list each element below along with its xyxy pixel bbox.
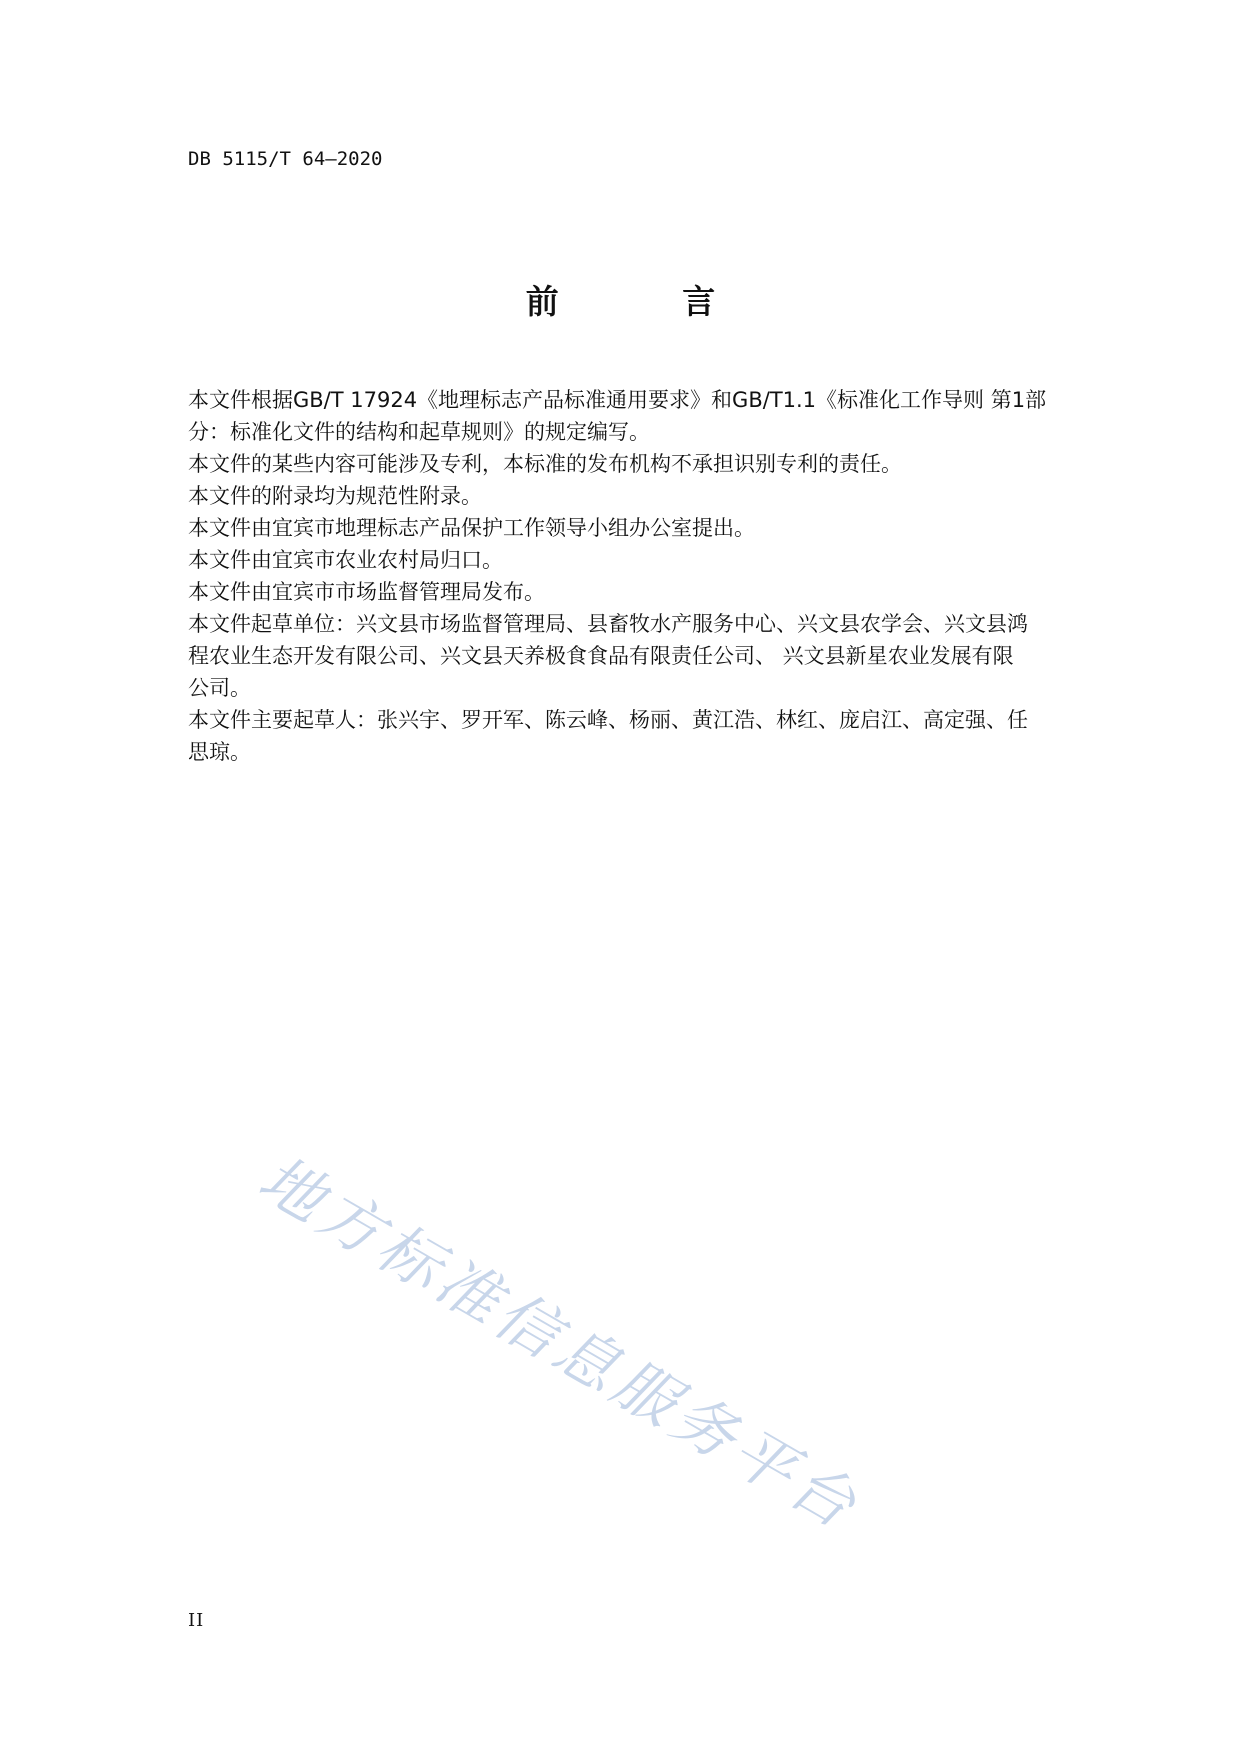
preface-line: 本文件主要起草人：张兴宇、罗开军、陈云峰、杨丽、黄江浩、林红、庞启江、高定强、任	[188, 708, 1028, 732]
preface-line: 分：标准化文件的结构和起草规则》的规定编写。	[188, 420, 650, 444]
watermark: 地方标准信息服务平台	[247, 1141, 873, 1545]
preface-line: 本文件起草单位：兴文县市场监督管理局、县畜牧水产服务中心、兴文县农学会、兴文县鸿	[188, 612, 1028, 636]
preface-line: 本文件的附录均为规范性附录。	[188, 484, 482, 508]
preface-line: 本文件根据GB/T 17924《地理标志产品标准通用要求》和GB/T1.1《标准化工作导则 第1部	[188, 388, 1047, 412]
preface-line: 公司。	[188, 676, 251, 700]
page-title: 前 言	[525, 282, 772, 321]
preface-line: 本文件由宜宾市市场监督管理局发布。	[188, 580, 545, 604]
preface-line: 本文件由宜宾市农业农村局归口。	[188, 548, 503, 572]
preface-line: 本文件的某些内容可能涉及专利，本标准的发布机构不承担识别专利的责任。	[188, 452, 902, 476]
preface-line: 本文件由宜宾市地理标志产品保护工作领导小组办公室提出。	[188, 516, 755, 540]
document-number: DB 5115/T 64—2020	[188, 148, 383, 170]
page-number: II	[188, 1610, 205, 1631]
preface-line: 思琼。	[188, 740, 251, 764]
preface-body	[188, 384, 1068, 768]
preface-line: 程农业生态开发有限公司、兴文县天养极食食品有限责任公司、 兴文县新星农业发展有限	[188, 644, 1014, 668]
